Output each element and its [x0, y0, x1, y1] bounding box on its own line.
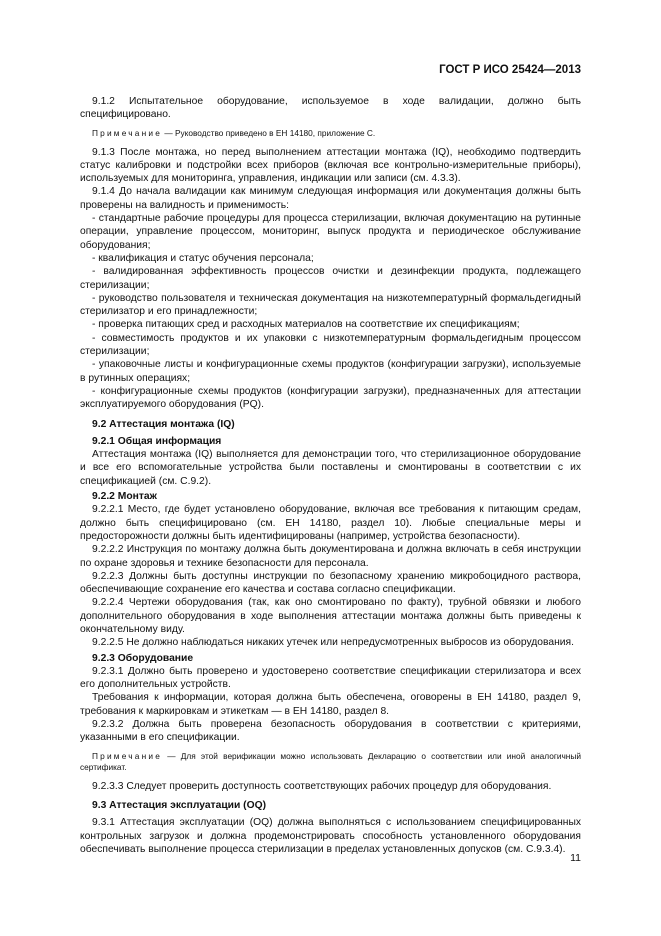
paragraph: 9.3.1 Аттестация эксплуатации (OQ) должна выполняться с использованием специфицированных контрольных загрузок и должна продемонстрировать способность установленного оборудования обеспечивать выполнение процесса стерилизации в пределах установленных допусков (см. С.9.3.4). [80, 817, 581, 855]
note [80, 128, 581, 139]
paragraph: - проверка питающих сред и расходных материалов на соответствие их спецификациям; [92, 319, 520, 331]
document-header: ГОСТ Р ИСО 25424—2013 [439, 64, 581, 76]
section-heading: 9.2 Аттестация монтажа (IQ) [92, 418, 235, 430]
note-text: — Для этой верификации можно использовать Декларацию о соответствии или иной аналогичный сертификат. [80, 750, 581, 772]
subsection-heading: 9.2.3 Оборудование [92, 652, 194, 664]
paragraph: - стандартные рабочие процедуры для процесса стерилизации, включая документацию на рутинные операции, управление процессом, мониторинг, выпуск продукта и периодическое обслуживание оборудования; [80, 213, 581, 251]
paragraph: 9.2.2.5 Не должно наблюдаться никаких утечек или непредусмотренных выбросов из оборудования. [92, 637, 574, 649]
paragraph: 9.2.2.1 Место, где будет установлено оборудование, включая все требования к питающим средам, должно быть специфицировано (см. ЕН 14180, раздел 10). Любые специальные меры и предосторожности должны быть идентифицированы (например, устройства безопасности). [80, 504, 581, 542]
paragraph: 9.2.3.3 Следует проверить доступность соответствующих рабочих процедур для оборудования. [92, 780, 552, 792]
paragraph: 9.1.3 После монтажа, но перед выполнением аттестации монтажа (IQ), необходимо подтвердить статус калибровки и подстройки всех приборов (включая все контрольно-измерительные приборы), используемых для мониторинга, управления, индикации или записи (см. 4.3.3). [80, 146, 581, 185]
paragraph: - валидированная эффективность процессов очистки и дезинфекции продукта, подлежащего стерилизации; [80, 266, 581, 291]
paragraph: Аттестация монтажа (IQ) выполняется для демонстрации того, что стерилизационное оборудование и все его вспомогательные устройства были поставлены и смонтированы в соответствии с их спецификацией (см. С.9.2). [80, 449, 581, 487]
paragraph: - квалификация и статус обучения персонала; [92, 252, 314, 264]
paragraph: - совместимость продуктов и их упаковки с низкотемпературным формальдегидным процессом стерилизации; [80, 332, 581, 358]
paragraph: 9.1.2 Испытательное оборудование, используемое в ходе валидации, должно быть специфицировано. [80, 96, 581, 121]
paragraph: - конфигурационные схемы продуктов (конфигурации загрузки), предназначенных для аттестации эксплуатируемого оборудования (PQ). [80, 385, 581, 411]
note-label: Примечание [92, 127, 163, 138]
paragraph: - упаковочные листы и конфигурационные схемы продуктов (конфигурации загрузки), используемые в рутинных операциях; [80, 359, 581, 384]
section-heading: 9.3 Аттестация эксплуатации (OQ) [92, 799, 267, 811]
subsection-heading: 9.2.2 Монтаж [92, 491, 157, 503]
paragraph: 9.2.2.4 Чертежи оборудования (так, как оно смонтировано по факту), трубной обвязки и любого дополнительного оборудования в ходе выполнения аттестации монтажа должны быть приведены к окончательному виду. [80, 597, 581, 635]
page-content [80, 95, 581, 856]
note-label: Примечание [92, 750, 163, 761]
paragraph: Требования к информации, которая должна быть обеспечена, оговорены в ЕН 14180, раздел 9, требования к маркировкам и этикеткам — в ЕН 14180, раздел 8. [80, 692, 581, 717]
paragraph: 9.2.3.1 Должно быть проверено и удостоверено соответствие спецификации стерилизатора и всех его дополнительных устройств. [80, 665, 581, 691]
note-text: — Руководство приведено в ЕН 14180, приложение С. [162, 127, 376, 138]
paragraph: 9.2.2.3 Должны быть доступны инструкции по безопасному хранению микробоцидного раствора, обеспечивающие сохранение его качества и состава согласно спецификации. [80, 570, 581, 596]
paragraph: 9.1.4 До начала валидации как минимум следующая информация или документация должны быть проверены на валидность и применимость: [80, 186, 581, 211]
page-number: 11 [570, 852, 581, 864]
paragraph: - руководство пользователя и техническая документация на низкотемпературный формальдегидный стерилизатор и его принадлежности; [80, 292, 581, 318]
paragraph: 9.2.2.2 Инструкция по монтажу должна быть документирована и должна включать в себя инструкции по охране здоровья и технике безопасности для персонала. [80, 544, 581, 569]
subsection-heading: 9.2.1 Общая информация [92, 435, 222, 447]
note [80, 751, 581, 773]
paragraph: 9.2.3.2 Должна быть проверена безопасность оборудования в соответствии с критериями, указанными в его спецификации. [80, 719, 581, 744]
